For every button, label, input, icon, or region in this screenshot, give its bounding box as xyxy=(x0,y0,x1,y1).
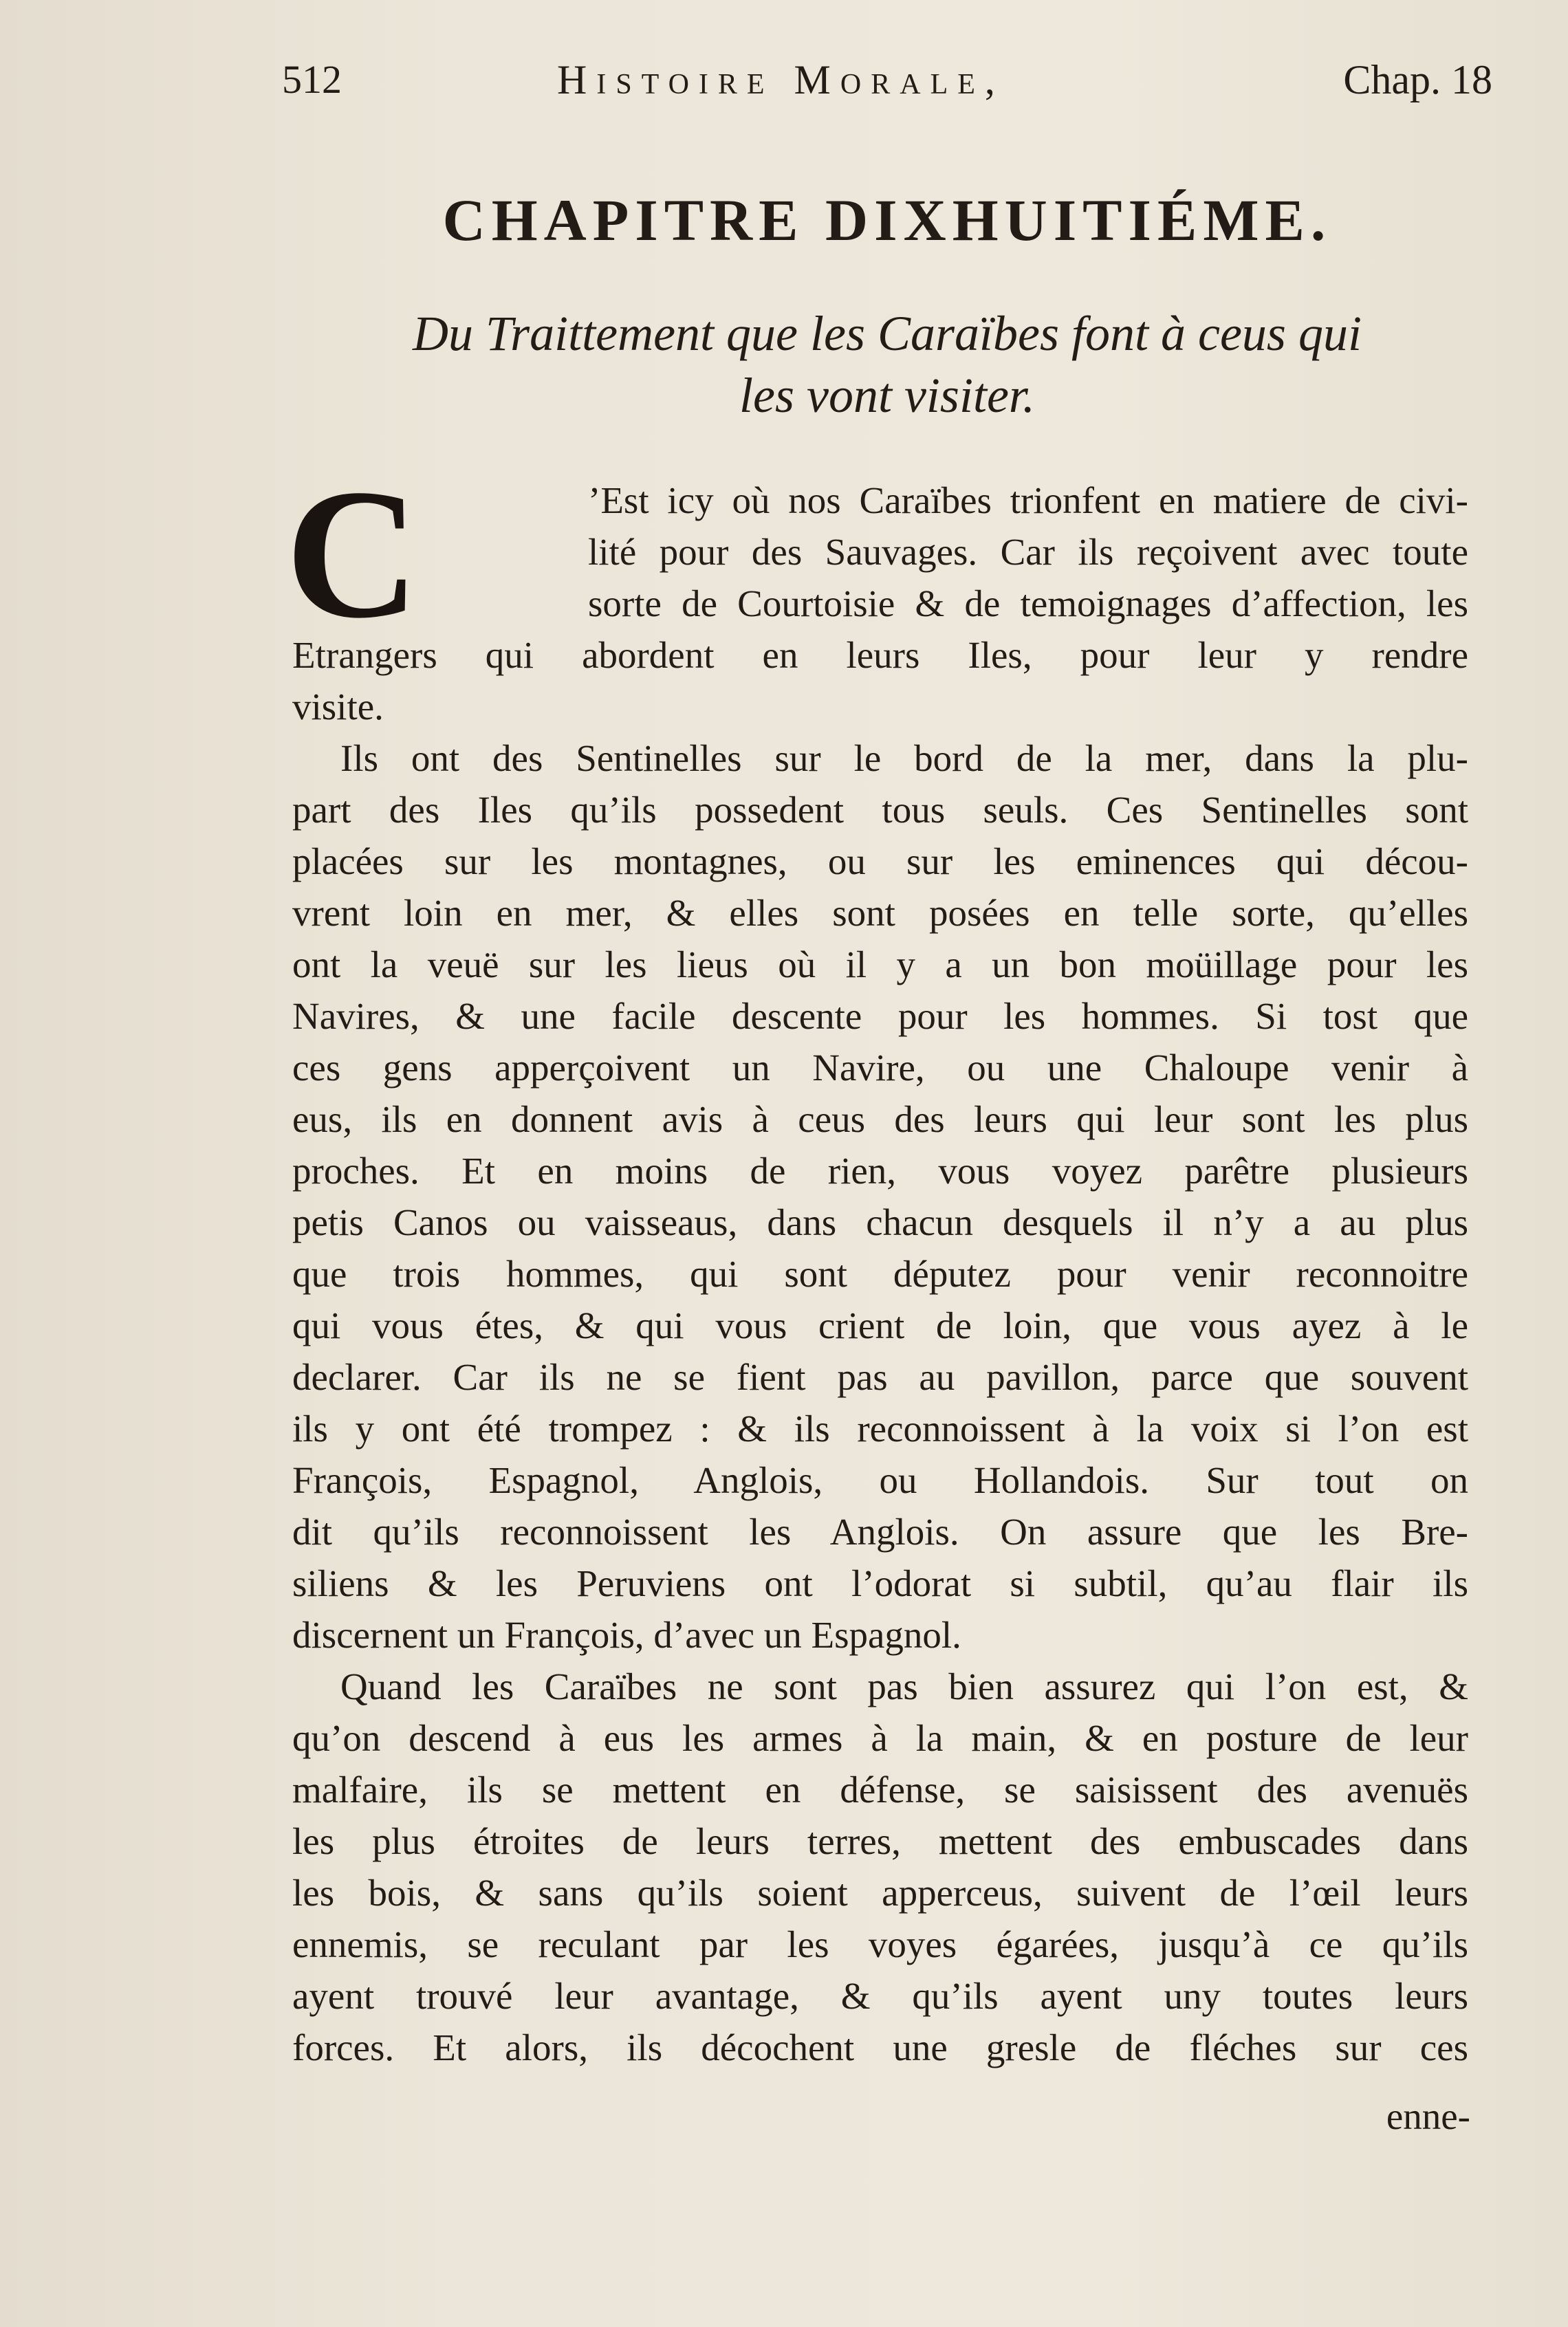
text-line: sorte de Courtoisie & de temoignages d’affection, les xyxy=(588,582,1468,624)
text-line: visite. xyxy=(292,686,384,728)
text-line: que trois hommes, qui sont députez pour venir reconnoitre xyxy=(292,1253,1468,1295)
text-line: vrent loin en mer, & elles sont posées en telle sorte, qu’elles xyxy=(292,892,1468,934)
text-line: placées sur les montagnes, ou sur les eminences qui décou- xyxy=(292,840,1468,882)
text-line: forces. Et alors, ils décochent une gresle de fléches sur ces xyxy=(292,2026,1468,2068)
text-line: ils y ont été trompez : & ils reconnoissent à la voix si l’on est xyxy=(292,1408,1468,1450)
catchword: enne- xyxy=(1386,2095,1470,2137)
chapter-subtitle xyxy=(282,303,1492,426)
text-line: ayent trouvé leur avantage, & qu’ils ayent uny toutes leurs xyxy=(292,1975,1468,2017)
text-line: Etrangers qui abordent en leurs Iles, pour leur y rendre xyxy=(292,634,1468,676)
text-line: qui vous étes, & qui vous crient de loin, que vous ayez à le xyxy=(292,1304,1468,1346)
text-line: discernent un François, d’avec un Espagnol. xyxy=(292,1614,961,1656)
text-line: les bois, & sans qu’ils soient apperceus, suivent de l’œil leurs xyxy=(292,1872,1468,1914)
text-line: declarer. Car ils ne se fient pas au pavillon, parce que souvent xyxy=(292,1356,1468,1398)
text-line: ces gens apperçoivent un Navire, ou une Chaloupe venir à xyxy=(292,1047,1468,1089)
text-line: Ils ont des Sentinelles sur le bord de la mer, dans la plu- xyxy=(340,737,1468,779)
body-text xyxy=(285,451,1468,2073)
text-line: ont la veuë sur les lieus où il y a un bon moüillage pour les xyxy=(292,943,1468,985)
page-number: 512 xyxy=(282,57,342,102)
text-line: Quand les Caraïbes ne sont pas bien assurez qui l’on est, & xyxy=(340,1665,1468,1707)
text-line: part des Iles qu’ils possedent tous seuls. Ces Sentinelles sont xyxy=(292,789,1468,831)
text-line: proches. Et en moins de rien, vous voyez parêtre plusieurs xyxy=(292,1150,1468,1192)
text-line: ’Est icy où nos Caraïbes trionfent en matiere de civi- xyxy=(588,479,1468,521)
chapter-title: CHAPITRE DIXHUITIÉME. xyxy=(442,187,1332,253)
text-line: ennemis, se reculant par les voyes égarées, jusqu’à ce qu’ils xyxy=(292,1923,1468,1965)
text-line: lité pour des Sauvages. Car ils reçoivent avec toute xyxy=(588,531,1468,573)
subtitle-line: Du Traittement que les Caraïbes font à ceus qui xyxy=(413,306,1362,361)
text-line: dit qu’ils reconnoissent les Anglois. On assure que les Bre- xyxy=(292,1511,1468,1553)
text-line: petis Canos ou vaisseaus, dans chacun desquels il n’y a au plus xyxy=(292,1201,1468,1243)
text-line: eus, ils en donnent avis à ceus des leurs qui leur sont les plus xyxy=(292,1098,1468,1140)
chapter-reference: Chap. 18 xyxy=(1343,57,1492,102)
subtitle-line: les vont visiter. xyxy=(739,368,1035,423)
text-line: malfaire, ils se mettent en défense, se saisissent des avenuës xyxy=(292,1769,1468,1811)
text-line: les plus étroites de leurs terres, mettent des embuscades dans xyxy=(292,1820,1468,1862)
text-line: siliens & les Peruviens ont l’odorat si subtil, qu’au flair ils xyxy=(292,1562,1468,1604)
running-head xyxy=(282,56,1492,118)
text-line: François, Espagnol, Anglois, ou Hollandois. Sur tout on xyxy=(292,1459,1468,1501)
text-line: Navires, & une facile descente pour les hommes. Si tost que xyxy=(292,995,1468,1037)
running-title: Histoire Morale, xyxy=(557,57,1005,102)
drop-cap: C xyxy=(285,451,420,657)
text-line: qu’on descend à eus les armes à la main, & en posture de leur xyxy=(292,1717,1468,1759)
